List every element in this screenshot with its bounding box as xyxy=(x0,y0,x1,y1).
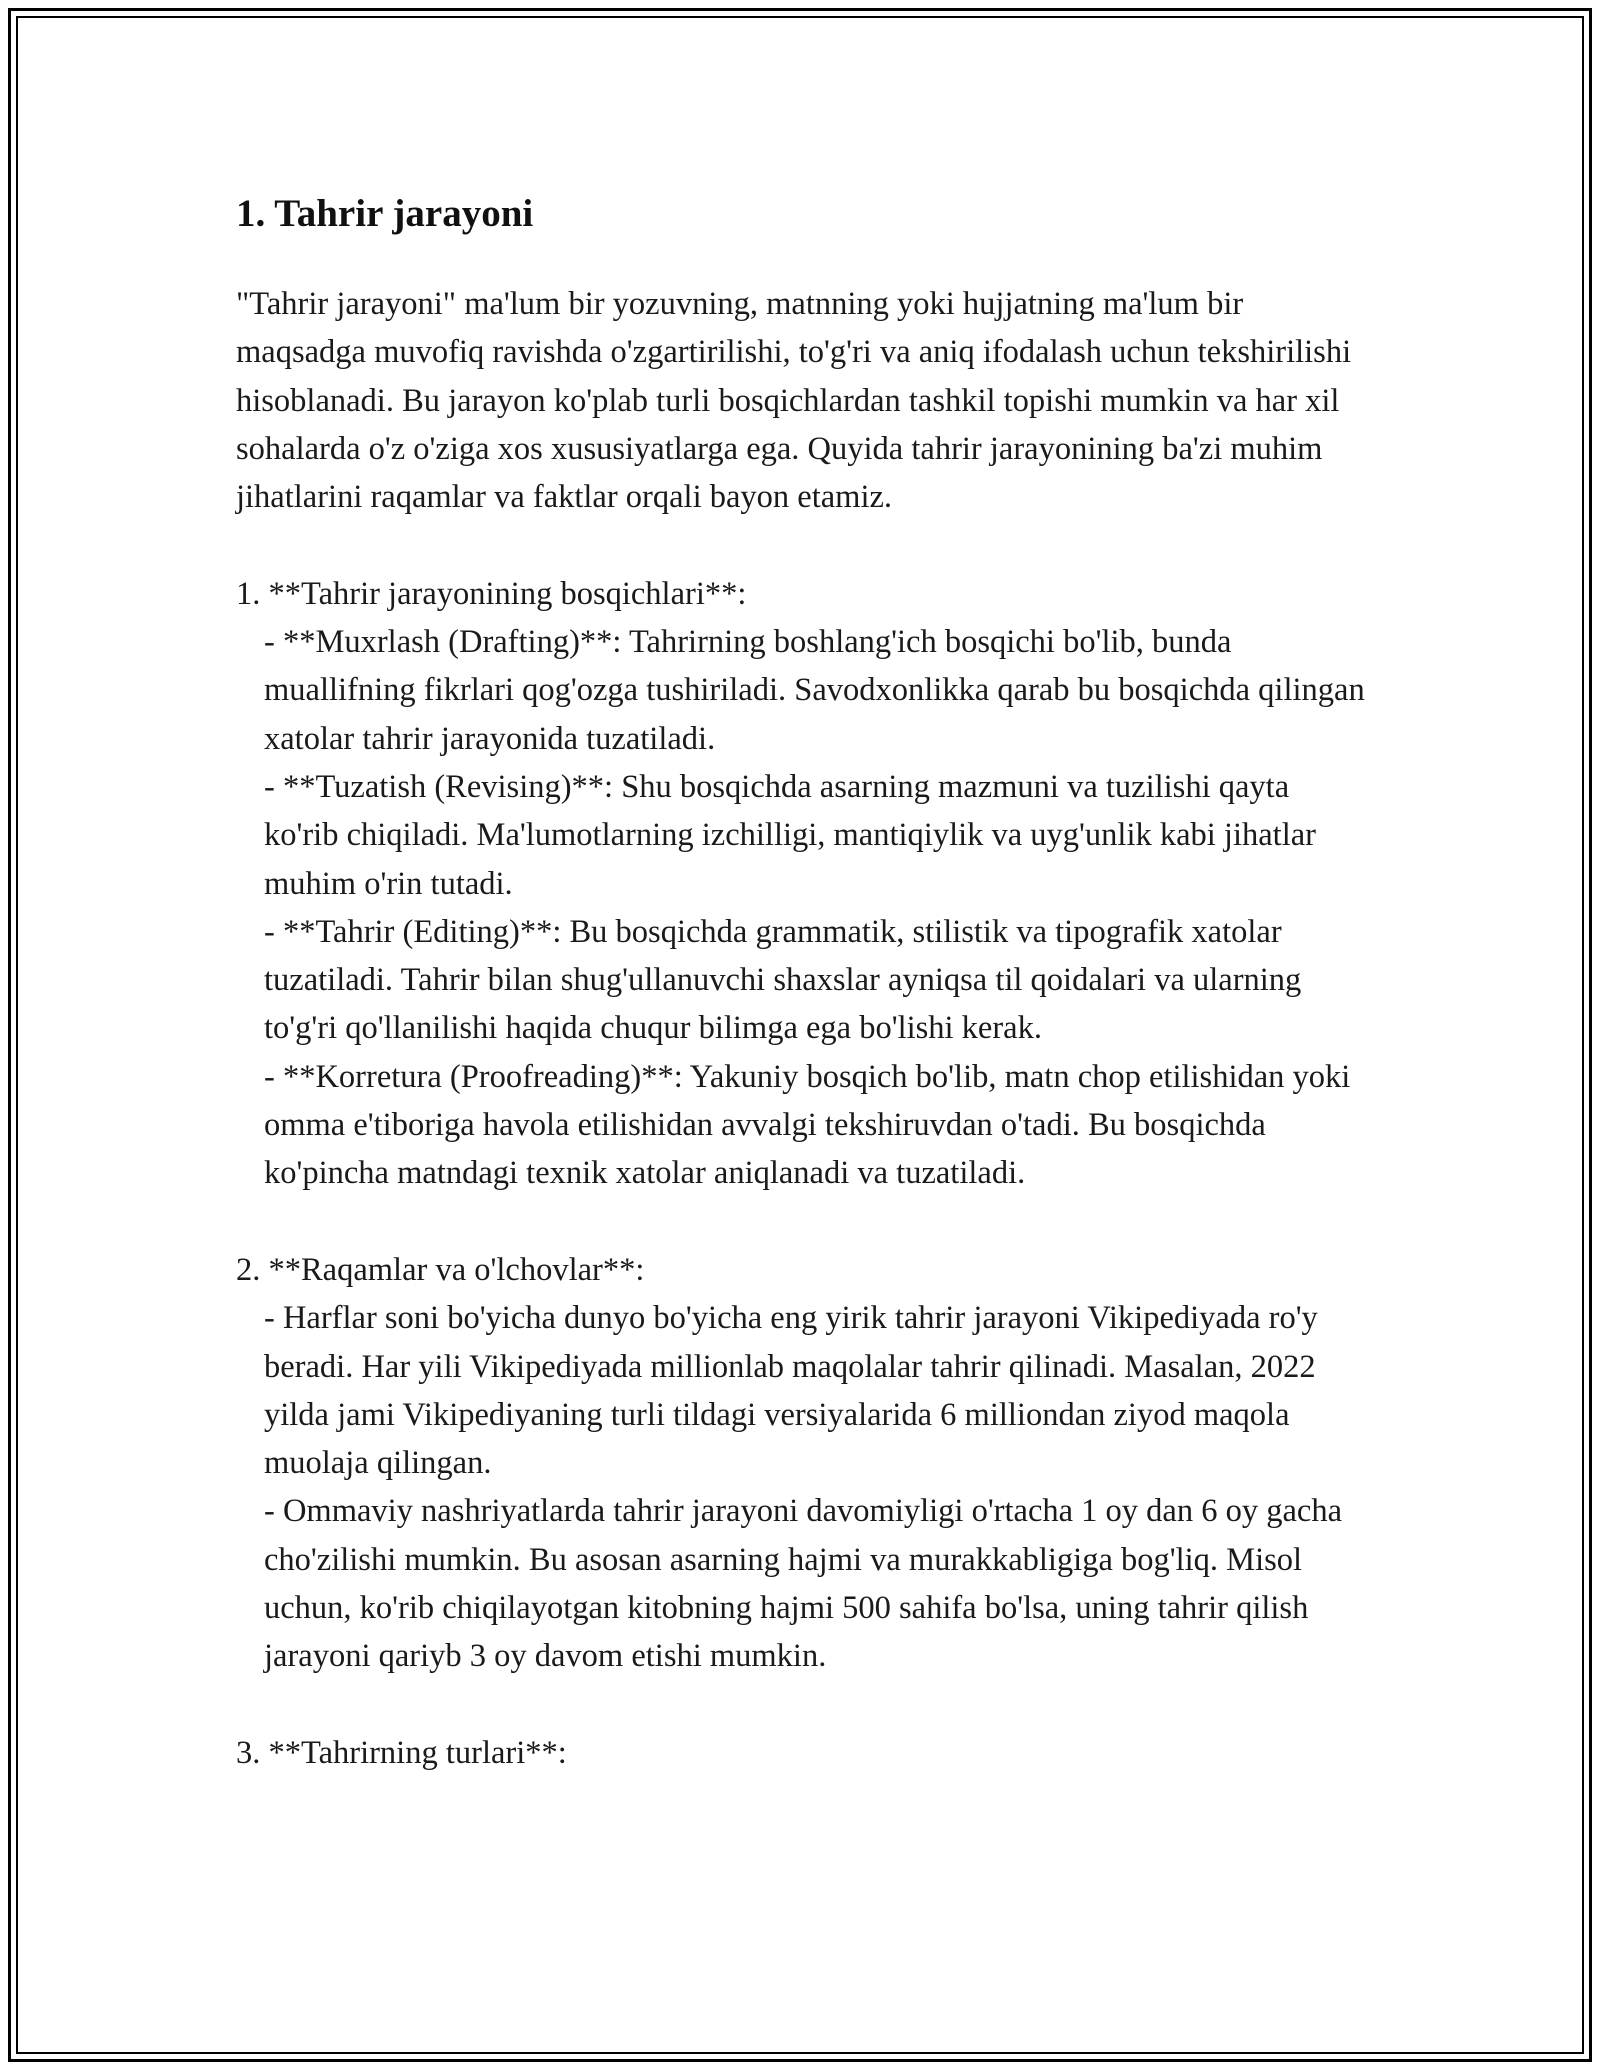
list-item: - **Korretura (Proofreading)**: Yakuniy bosqich bo'lib, matn chop etilishidan yoki omma e'tiboriga havola etilishidan avvalgi tekshiruvdan o'tadi. Bu bosqichda ko'pincha matndagi texnik xatolar aniqlanadi va tuzatiladi. xyxy=(264,1058,1359,1192)
list-item: - **Tuzatish (Revising)**: Shu bosqichda asarning mazmuni va tuzilishi qayta ko'rib chiqiladi. Ma'lumotlarning izchilligi, mantiqiylik va uyg'unlik kabi jihatlar muhim o'rin tutadi. xyxy=(264,768,1325,902)
list-item: - Ommaviy nashriyatlarda tahrir jarayoni davomiyligi o'rtacha 1 oy dan 6 oy gacha cho'zilishi mumkin. Bu asosan asarning hajmi va murakkabligiga bog'liq. Misol uchun, ko'rib chiqilayotgan kitobning hajmi 500 sahifa bo'lsa, uning tahrir qilish jarayoni qariyb 3 oy davom etishi mumkin. xyxy=(264,1493,1351,1675)
list-item: - **Muxrlash (Drafting)**: Tahrirning boshlang'ich bosqichi bo'lib, bunda muallifning fikrlari qog'ozga tushiriladi. Savodxonlikka qarab bu bosqichda qilingan xatolar tahrir jarayonida tuzatiladi. xyxy=(264,624,1373,757)
spacer xyxy=(236,521,1366,569)
list-item: - **Tahrir (Editing)**: Bu bosqichda grammatik, stilistik va tipografik xatolar tuzatiladi. Tahrir bilan shug'ullanuvchi shaxslar ayniqsa til qoidalari va ularning to'g'ri qo'llanilishi haqida chuqur bilimga ega bo'lishi kerak. xyxy=(264,913,1310,1047)
section-heading: 3. **Tahrirning turlari**: xyxy=(236,1734,567,1771)
section-heading: 2. **Raqamlar va o'lchovlar**: xyxy=(236,1251,645,1288)
list-item: - Harflar soni bo'yicha dunyo bo'yicha eng yirik tahrir jarayoni Vikipediyada ro'y beradi. Har yili Vikipediyada millionlab maqolalar tahrir qilinadi. Masalan, 2022 yilda jami Vikipediyaning turli tildagi versiyalarida 6 milliondan ziyod maqola muolaja qilingan. xyxy=(264,1300,1326,1482)
spacer xyxy=(236,1681,1366,1729)
section-heading: 1. **Tahrir jarayonining bosqichlari**: xyxy=(236,575,747,612)
intro-paragraph: "Tahrir jarayoni" ma'lum bir yozuvning, matnning yoki hujjatning ma'lum bir maqsadga muvofiq ravishda o'zgartirilishi, to'g'ri va aniq ifodalash uchun tekshirilishi hisoblanadi. Bu jarayon ko'plab turli bosqichlardan tashkil topishi mumkin va har xil sohalarda o'z o'ziga xos xususiyatlarga ega. Quyida tahrir jarayonining ba'zi muhim jihatlarini raqamlar va faktlar orqali bayon etamiz. xyxy=(236,286,1360,516)
document-body xyxy=(236,186,1373,1777)
document-title: 1. Tahrir jarayoni xyxy=(236,192,534,235)
spacer xyxy=(236,1198,1366,1246)
